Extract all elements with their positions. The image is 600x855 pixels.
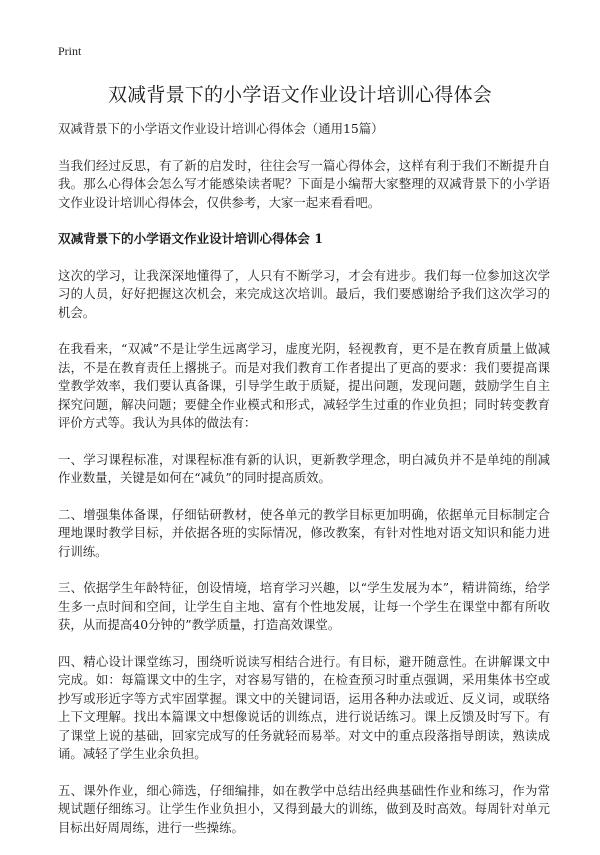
body-paragraph: 四、精心设计课堂练习，围绕听说读写相结合进行。有目标，避开随意性。在讲解课文中完成。如：每篇课文中的生字，对容易写错的，在检查预习时重点强调，采用集体书空或抄写或形近字等方式牢固掌握。课文中的关键词语，运用各种办法或近、反义词，或联络上下文理解。找出本篇课文中想像说话的训练点，进行说话练习。课上反馈及时写下。有了课堂上说的基础，回家完成写的任务就轻而易举。对文中的重点段落指导朗读，熟读成诵。减轻了学生业余负担。	[58, 653, 550, 761]
body-paragraph: 一、学习课程标准，对课程标准有新的认识，更新教学理念，明白减负并不是单纯的削减作业数量，关键是如何在“减负”的同时提高质效。	[58, 451, 550, 485]
document-body	[58, 120, 550, 855]
section-heading: 双减背景下的小学语文作业设计培训心得体会 1	[58, 231, 324, 246]
print-link[interactable]: Print	[58, 44, 82, 58]
body-paragraph: 这次的学习，让我深深地懂得了，人只有不断学习，才会有进步。我们每一位参加这次学习的人员，好好把握这次机会，来完成这次培训。最后，我们要感谢给予我们这次学习的机会。	[58, 267, 550, 320]
body-paragraph: 二、增强集体备课，仔细钻研教材，使各单元的教学目标更加明确，依据单元目标制定合理地课时教学目标，并依据各班的实际情况，修改教案，有针对性地对语文知识和能力进行训练。	[58, 506, 550, 559]
body-paragraph: 五、课外作业，细心筛选，仔细编排，如在教学中总结出经典基础性作业和练习，作为常规试题仔细练习。让学生作业负担小，又得到最大的训练，做到及时高效。每周针对单元目标出好周周练，进行一些操练。	[58, 782, 550, 835]
body-paragraph: 三、依据学生年龄特征，创设情境，培育学习兴趣，以“学生发展为本”，精讲简练，给学生多一点时间和空间，让学生自主地、富有个性地发展，让每一个学生在课堂中都有所收获，从而提高40分钟的”教学质量，打造高效课堂。	[58, 580, 550, 632]
intro-paragraph: 当我们经过反思，有了新的启发时，往往会写一篇心得体会，这样有利于我们不断提升自我。那么心得体会怎么写才能感染读者呢？下面是小编帮大家整理的双减背景下的小学语文作业设计培训心得体会，仅供参考，大家一起来看看吧。	[58, 157, 550, 210]
body-paragraph: 在我看来，“双减”不是让学生远离学习，虚度光阴，轻视教育，更不是在教育质量上做减法，不是在教育责任上撂挑子。而是对我们教育工作者提出了更高的要求：我们要提高课堂教学效率，我们要认真备课，引导学生敢于质疑，提出问题，发现问题，鼓励学生自主探究问题，解决问题；要健全作业模式和形式，减轻学生过重的作业负担；同时转变教育评价方式等。我认为具体的做法有：	[58, 341, 550, 430]
document-subtitle: 双减背景下的小学语文作业设计培训心得体会（通用15篇）	[58, 121, 384, 136]
page-title: 双减背景下的小学语文作业设计培训心得体会	[107, 84, 492, 106]
